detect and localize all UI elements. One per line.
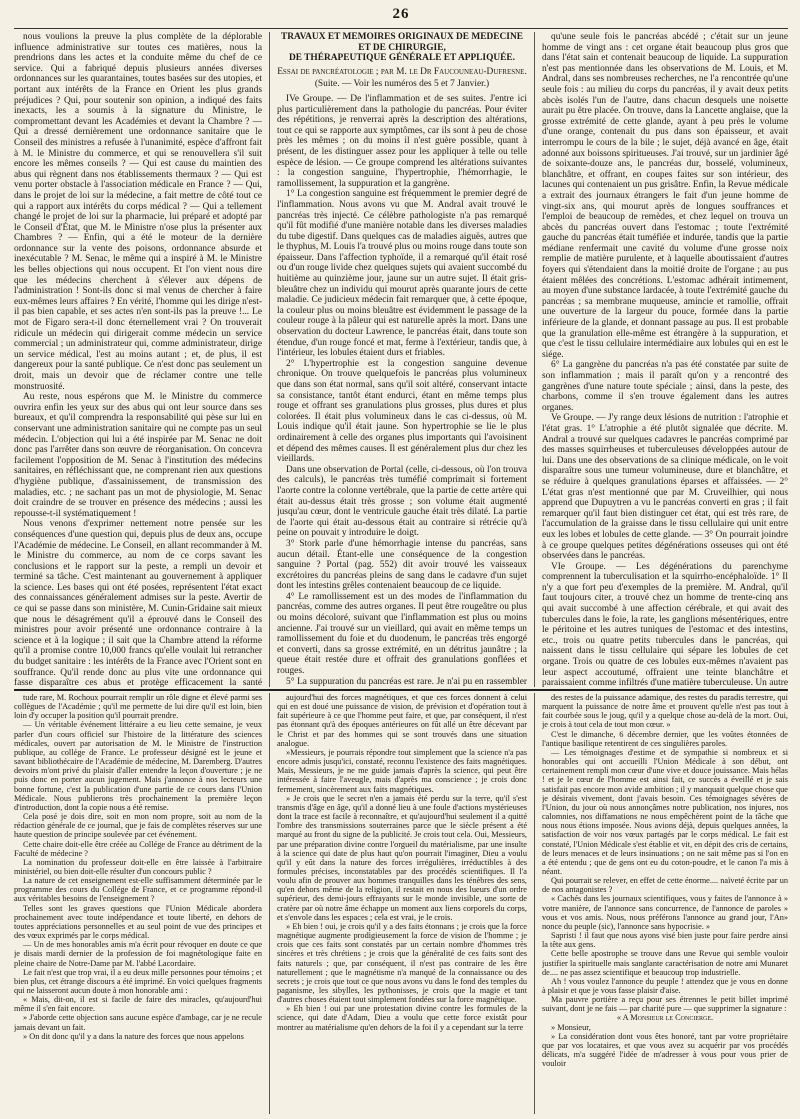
lower-column-3 bbox=[542, 693, 788, 1114]
paragraph: 6° La gangrène du pancréas n'a pas été constatée par suite de son inflammation ; mais il paraît qu'on y a rencontré des gangrènes d'une nature toute spéciale ; ainsi, dans la peste, des charbons, comme il s'en trouve également dans les autres organes. bbox=[542, 360, 788, 413]
paragraph: La nomination du professeur doit-elle en être laissée à l'arbitraire ministériel, ou bien doit-elle résulter d'un concours public ? bbox=[14, 857, 262, 876]
paragraph: » J'aborde cette objection sans aucune espèce d'ambage, car je ne recule jamais devant un fait. bbox=[14, 1013, 262, 1032]
lower-column-1 bbox=[14, 693, 262, 1114]
paragraph: » On dit donc qu'il y a dans la nature des forces que nous appelons bbox=[23, 1031, 244, 1041]
paragraph: — Les témoignages d'estime et de sympathie si nombreux et si honorables qui ont accueilli l'Union Médicale à son début, ont certainement rempli mon cœur d'une vive et douce jouissance. Mais hélas ! et je le cœur de l'homme est ainsi fait, ce succès a éveillé et je sais satisfait pas encore mon avide ambition ; il y manquait quelque chose que je désirais vivement, dont j'avais besoin. Ces témoignages sévères de l'Union, du jour où nous annonçâmes notre publication, nos injures, nos calomnies, nos diffamations ne nous empêchèrent point de la tâche que nous nous étions imposée. Nous avions déjà, depuis quelques années, la satisfaction de voir nos vœux partagés par le corps médical. Le fait est constaté, l'Union Médicale s'est établie et vit, en dépit des cris de certains, de leurs menaces et de leurs insinuations ; on ne sait même pas si l'on en a été entendu ; que de gens ont eu du coton-poudre, et le canon l'a mis à néant. bbox=[542, 747, 788, 876]
paragraph: Sapristi ! il faut que nous ayons visé bien juste pour faire perdre ainsi la tête aux gens. bbox=[542, 931, 788, 950]
paragraph: 5° La suppuration du pancréas est rare. Je n'ai pu en rassembler bbox=[286, 676, 527, 687]
paragraph: Qui pourrait se relever, en effet de cette énorme.... naïveté écrite par un de nos antagonistes ? bbox=[542, 876, 788, 895]
column-divider bbox=[534, 693, 535, 1114]
paragraph: » Eh bien ! oui par une protestation divine contre les formules de la science, qui date d'Adam, Dieu a voulu que cette force existât pour montrer au matérialisme qu'en dehors de la foi il y a cependant sur la terre bbox=[277, 1004, 527, 1032]
lower-column-2 bbox=[277, 693, 527, 1114]
column-divider bbox=[269, 32, 270, 687]
paragraph: 4° Le ramollissement est un des modes de l'inflammation du pancréas, comme des autres organes. Il peut être rougeâtre ou plus ou moins décoloré, suivant que l'inflammation est plus ou moins ancienne. J'ai trouvé sur un vieillard, qui avait en même temps un ramollissement du foie et du duodenum, le pancréas très engorgé et converti, dans sa grosse extrémité, en un détritus jaunâtre ; la queue était restée dure et offrait des granulations gonflées et rouges. bbox=[277, 591, 527, 677]
paragraph: »Messieurs, je pourrais répondre tout simplement que la science n'a pas encore admis jusqu'ici, constaté, reconnu l'existence des faits magnétiques. Mais, Messieurs, je ne me guide jamais d'après la science, qui peut être intéressée à faire l'aveugle, mais d'après ma conscience ; je crois donc fermement, sincèrement aux faits magnétiques. bbox=[277, 747, 527, 794]
paragraph: Cette belle apostrophe se trouve dans une Revue qui semble vouloir justifier la spirituelle mais sanglante caractérisation de notre ami Munaret de.... ne pas assez scientifique et beaucoup trop industrielle. bbox=[542, 949, 788, 977]
paragraph: nous voulions la preuve la plus complète de la déplorable influence administrative sur toutes ces matières, nous la prendrions dans les actes et la conduite même du chef de ce service. Qui a fabriqué depuis plusieurs années diverses ordonnances sur les quarantaines, toutes basées sur des utopies, et portant aux intérêts de la France en Orient les plus grands préjudices ? Qui, pour soutenir son opinion, a indiqué des faits inexacts, les a soumis à la signature du Ministre, le compromettant devant les Académies et devant la Chambre ? — Qui a dressé dernièrement une ordonnance sanitaire que le Conseil des ministres a refusée à l'unanimité, espèce d'affront fait à M. le Ministre du commerce, et qui se renouvellera s'il suit encore les mêmes conseils ? — Qui est cause du maintien des abus qui règnent dans nos établissements thermaux ? — Qui est venu porter obstacle à l'association médicale en France ? — Qui, dans le projet de loi sur la médecine, a fait mettre de côté tout ce qui a rapport aux intérêts du corps médical ? — Qui a tellement changé le projet de loi sur la pharmacie, lui préparé et adopté par le Conseil d'État, que M. le Ministre n'ose plus la présenter aux Chambres ? — Enfin, qui a été le moteur de la dernière ordonnance sur la vente des poisons, ordonnance absurde et inexécutable ? M. Senac, le même qui a inspiré à M. le Ministre les belles objections qui nous occupent. Et l'on vient nous dire que les médecins cherchent à s'élever aux dépens de l'administration ! Sont-ils donc si mal venus de chercher à faire eux-mêmes leurs affaires ? En vérité, l'homme qui les dirige n'est-il pas bien capable, et ses actes n'en sont-ils pas la preuve !... Le mot de Figaro sera-t-il donc éternellement vrai ? On trouverait ridicule un médecin qui dirigerait comme médecin un service commercial ; un administrateur qui, comme administrateur, dirige un service médical, l'est au moins autant ; et, de plus, il est dangereux pour la santé publique. Ce n'est donc pas seulement un droit, mais un devoir que de réclamer contre une telle monstruosité. bbox=[14, 32, 262, 392]
paragraph: Au reste, nous espérons que M. le Ministre du commerce ouvrira enfin les yeux sur des abus qui ont leur source dans ses bureaux, et qu'il comprendra la responsabilité qui pèse sur lui en conservant une administration sanitaire qui ne compte pas un seul médecin. L'objection qui lui a été inspirée par M. Senac ne doit donc pas l'arrêter dans son œuvre de réorganisation. On concevra facilement l'opposition de M. Senac à l'institution des médecins sanitaires, en réfléchissant que, ne comprenant rien aux questions d'hygiène publique, d'assainissement, de transmission des maladies, etc. ; ne sachant pas un mot de physiologie, M. Senac doit craindre de se trouver en présence des médecins ; aussi les repousse-t-il systématiquement ! bbox=[14, 392, 262, 519]
paragraph: La nature de cet enseignement est-elle suffisamment déterminée par le programme des cours du Collége de France, et ce programme répond-il aux véritables besoins de l'enseignement ? bbox=[14, 876, 262, 904]
paragraph: Nous venons d'exprimer nettement notre pensée sur les conséquences d'une question qui, depuis plus de deux ans, occupe l'Académie de médecine. Le Conseil, en allant recommander à M. le Ministre du commerce, au nom de ce corps savant les conclusions et le rapport sur la peste, a rempli un devoir et terminé sa tâche. C'est maintenant au gouvernement à appliquer la science. Les bases qui ont été posées, représentent l'état exact des connaissances généralement admises sur la peste. Avertir de ce qui se passe dans son ministère, M. Cunin-Gridaine sait mieux que nous le désagrément qu'il a éprouvé dans le Conseil des ministres pour avoir présenté une ordonnance contraire à la science et à la logique ; il sait que la Chambre attend la réforme qu'il a promise contre 10,000 francs qu'elle voulait lui retrancher du budget sanitaire : les intérêts de la France avec l'Orient sont en souffrance. Qu'il rende donc au plus vite une ordonnance qui fasse disparaître ces abus et protège efficacement la santé bbox=[14, 519, 262, 687]
paragraph: Cela posé je dois dire, soit en mon nom propre, soit au nom de la rédaction générale de ce journal, que je fais de complètes réserves sur une haute question de principe soulevée par cet événement. bbox=[14, 812, 262, 840]
paragraph: » La considération dont vous êtes honoré, tant par votre propriétaire que par vos locataires, et que vous avez su acquérir par vos procédés délicats, m'a suggéré l'idée de m'adresser à vous pour vous prier de vouloir bbox=[542, 1031, 788, 1069]
paragraph: — Un véritable événement littéraire a eu lieu cette semaine, je veux parler d'un cours officiel sur l'histoire de la littérature des sciences médicales, ouvert par autorisation de M. le Ministre de l'instruction publique, au collége de France. Le professeur désigné est le jeune et savant bibliothécaire de l'Académie de médecine, M. Daremberg. D'autres devoirs m'ont privé du plaisir d'aller entendre la leçon d'ouverture ; je ne puis donc en porter aucun jugement. Mais j'annonce à nos lecteurs une bonne fortune, c'est la publication d'une partie de ce cours dans l'Union Médicale. Nous publierons très prochainement la première leçon d'introduction, dont la copie nous a été remise. bbox=[14, 720, 262, 812]
article-title: Essai de pancréatologie ; par M. le Dr Faucouneau-Dufresne. bbox=[277, 66, 527, 77]
section-heading: TRAVAUX ET MÉMOIRES ORIGINAUX DE MÉDECINE ET DE CHIRURGIE, bbox=[281, 32, 523, 53]
paragraph: VIe Groupe. — Les dégénérations du parenchyme comprennent la tuberculisation et la squirrho-encéphaloïde. 1° Il n'y a que fort peu d'exemples de la première. M. Andral, qu'il faut toujours citer, a trouvé chez un homme de trente-cinq ans qui avait succombé à une affection cérébrale, et qui avait des tubercules dans le foie, la rate, les ganglions mésentériques, entre le péritoine et les autres tuniques de l'estomac et des intestins, etc., trois ou quatre petits tubercules dans le pancréas, qui naissent dans le tissu cellulaire qui sépare les lobules de cet organe. Trois ou quatre de ces lobules eux-mêmes n'avaient pas leur aspect accoutumé, offraient une teinte blanchâtre et paraissaient comme infiltrés d'une matière tuberculeuse. Un autre bbox=[542, 561, 788, 687]
paragraph: Ah ! vous voulez l'annonce du peuple ! attendez que je vous en donne à plaisir et que je vous fasse plaisir d'aise. bbox=[542, 976, 788, 995]
top-rule bbox=[14, 28, 788, 29]
paragraph: Ve Groupe. — J'y range deux lésions de nutrition : l'atrophie et l'état gras. 1° L'atrophie a été plutôt signalée que décrite. M. Andral a trouvé sur quelques cadavres le pancréas comprimé par des masses squirrheuses et tuberculeuses développées autour de lui. Dans une des observations de sa clinique médicale, on le voit disparaître sous une tumeur volumineuse, dure et blanchâtre, et se réduire à quelques granulations éparses et affaissées. — 2° L'état gras n'est mentionné que par M. Cruveilhier, qui nous apprend que Dupuytren a vu le pancréas converti en gras ; il fait remarquer qu'il faut bien distinguer cet état, qui est très rare, de l'accumulation de la graisse dans le tissu cellulaire qui unit entre eux les lobes et lobules de cette glande. — 3° On pourrait joindre à ce groupe quelques petites dégénérations osseuses qui ont été observées dans le pancréas. bbox=[542, 413, 788, 562]
upper-column-2 bbox=[277, 32, 527, 687]
paragraph: » Monsieur, bbox=[551, 1022, 591, 1032]
letter-heading: « A Monsieur le Concierge. bbox=[616, 1013, 714, 1023]
upper-column-3 bbox=[542, 32, 788, 687]
paragraph: » Eh bien ! oui, je crois qu'il y a des faits étonnans ; je crois que la force magnétique augmente prodigieusement la force de vision de l'homme ; je crois que ces faits sont constatés par un certain nombre d'hommes très sincères et très chrétiens ; je crois que la généralité de ces faits sont des faits naturels ; que, par conséquent, il n'est pas contraire de les être naturellement ; que le magnétisme n'a manqué de la connaissance ou des secrets ; je crois que tout ce que nous avons vu dans le fond des temples du paganisme, les sibylles, les pythonisses, je crois que la magie et tant d'autres choses étaient tout simplement fondées sur la force magnétique. bbox=[277, 921, 527, 1005]
column-divider bbox=[534, 32, 535, 687]
paragraph: aujourd'hui des forces magnétiques, et que ces forces donnent à celui qui en est doué une puissance de vision, de prévision et d'opération tout à fait supérieure à ce que l'homme peut faire, et que, par conséquent, il n'est pas étonnant qu'à des époques antérieures on fût allé un être décevant par le Christ et par des hommes qui se sont trouvés dans une situation analogue. bbox=[277, 693, 527, 748]
column-divider bbox=[269, 693, 270, 1114]
paragraph: « Cachés dans les journaux scientifiques, vous y faites de l'annonce à » votre manière, de l'annonce sans concurrence, de l'annonce de paroles » vous et vos amis. Nous, nous préférons l'annonce au grand jour, l'An» nonce du peuple (sic), l'annonce sans hypocrisie. » bbox=[542, 894, 788, 931]
paragraph: des restes de la puissance adamique, des restes du paradis terrestre, qui marquent la puissance de notre âme et prouvent qu'elle n'est pas tout à fait courbée sous le joug, qu'il y a quelque chose au-delà de la mort. Oui, je crois à tout cela de tout mon cœur. » bbox=[542, 693, 788, 730]
paragraph: IVe Groupe. — De l'inflammation et de ses suites. J'entre ici plus particulièrement dans la pathologie du pancréas. Pour éviter des répétitions, je renverrai après la description des altérations, tout ce qui se rapporte aux symptômes, car ils sont à peu de chose près les mêmes ; on du moins il n'est guère possible, quant à présent, de les distinguer assez pour les appliquer à telle ou telle espèce de lésion. — Ce groupe comprend les altérations suivantes : la congestion sanguine, l'hypertrophie, l'hémorrhagie, le ramollissement, la suppuration et la gangrène. bbox=[277, 93, 527, 189]
paragraph: Dans une observation de Portal (celle, ci-dessous, où l'on trouva des calculs), le pancréas très tuméfié comprimait si fortement l'aorte contre la colonne vertébrale, que la partie de cette artère qui était au-dessus était très grosse ; son volume était augmenté jusqu'au cœur, dont le ventricule gauche était très dilaté. La partie de l'aorte qui était au-dessous était au contraire si rétrécie qu'à peine on pouvait y introduire le doigt. bbox=[277, 464, 527, 539]
paragraph: 3° Stork parle d'une hémorrhagie intense du pancréas, sans aucun détail. Étant-elle une conséquence de la congestion sanguine ? Portal (pag. 552) dit avoir trouvé les vaisseaux excrétoires du pancréas pleins de sang dans le cadavre d'un sujet dont les intestins grêles contenaient beaucoup de ce liquide. bbox=[277, 538, 527, 592]
continuation-note: (Suite. — Voir les numéros des 5 et 7 Janvier.) bbox=[314, 79, 490, 90]
paragraph: 2° L'hypertrophie est la congestion sanguine devenue chronique. On trouve quelquefois le pancréas plus volumineux que dans son état normal, sans qu'il soit altéré, conservant intacte sa consistance, tantôt étant endurci, étant en même temps plus rouge et offrant ses granulations plus grosses, plus dures et plus colorées. Il était plus volumineux dans le cas ci-dessus, où M. Louis indique qu'il était jaune. Son hypertrophie se lie le plus ordinairement à celle des organes plus importants qui l'avoisinent et dépend des mêmes causes. Il est généralement plus dur chez les vieillards. bbox=[277, 358, 527, 465]
paragraph: — Un de mes honorables amis m'a écrit pour révoquer en doute ce que je disais mardi dernier de la profession de foi magnétologique faite en pleine chaire de Notre-Dame par M. l'abbé Lacordaire. bbox=[14, 940, 262, 968]
section-rule bbox=[14, 689, 788, 691]
paragraph: tude rare, M. Rochoux pourrait remplir un rôle digne et élevé parmi ses collègues de l'Académie ; qu'il me permette de lui dire qu'il est loin, bien loin d'y occuper la position qu'il pourrait prendre. bbox=[14, 693, 262, 721]
page-number: 26 bbox=[392, 6, 410, 22]
paragraph: C'est le dimanche, 6 décembre dernier, que les voûtes étonnées de l'antique basilique retentirent de ces singulières paroles. bbox=[542, 729, 788, 748]
paragraph: Ma pauvre portière a reçu pour ses étrennes le petit billet imprimé suivant, dont je ne fais — par charité pure — que supprimer la signature : bbox=[542, 995, 788, 1014]
paragraph: 1° La congestion sanguine est fréquemment le premier degré de l'inflammation. Nous avons vu que M. Andral avait trouvé le pancréas très injecté. Ce célèbre pathologiste n'a pas remarqué qu'il fût modifié d'une manière notable dans les diverses maladies du tube digestif. Dans quelques cas de maladies aiguës, autres que le thyphus, M. Louis l'a trouvé plus ou moins rouge dans toute son épaisseur. Dans l'affection typhoïde, il a remarqué qu'il était rosé ou d'un rouge livide chez quelques sujets qui avaient succombé du huitième au quinzième jour, jaune sur un autre sujet. Il était gris-bleuâtre chez un individu qui mourut après quarante jours de cette maladie. Ce judicieux médecin fait remarquer que, à cette époque, la couleur plus ou moins bleuâtre est évidemment le passage de la couleur rouge à la pâleur qui est naturelle après la mort. Dans une observation du docteur Lawrence, le pancréas était, dans toute son étendue, d'un rouge foncé et mat, ferme à l'extérieur, tandis que, à l'intérieur, les lobules étaient durs et friables. bbox=[277, 189, 527, 359]
paragraph: qu'une seule fois le pancréas abcédé ; c'était sur un jeune homme de vingt ans : cet organe était beaucoup plus gros que dans l'état sain et contenait beaucoup de liquide. La suppuration n'est pas mentionnée dans les observations de M. Louis, et M. Andral, dans ses nombreuses recherches, ne l'a rencontrée qu'une seule fois : au milieu du corps du pancréas, il y avait deux petits abcès isolés l'un de l'autre, dans chacun desquels une noisette aurait pu être placée. On trouve, dans la Lancette anglaise, que la grosse extrémité de cette glande, ayant à peu près le volume d'une orange, contenait du pus dans son épaisseur, et avait interrompu le cours de la bile ; le sujet, déjà avancé en âge, était adonné aux boissons spiritueuses. J'ai trouvé, sur un jardinier âgé de soixante-douze ans, le pancréas dur, bosselé, volumineux, blanchâtre, et offrant, en coupes faites sur son intérieur, des lacunes qui contenaient un pus grisâtre. Enfin, la Revue médicale a extrait des journaux étrangers le fait d'un jeune homme de vingt-six ans, qui mourut après de longues souffrances et l'emploi de beaucoup de remèdes, et chez lequel on trouva un abcès du pancréas ouvert dans l'estomac ; toute l'extrémité gauche du pancréas était tuméfiée et indurée, tandis que la partie médiane renfermait une cavité du volume d'une grosse noix remplie de matière purulente, et à laquelle aboutissaient d'autres foyers qui s'étendaient dans la moitié droite de l'organe ; au pus étaient mêlées des concrétions. L'estomac adhérait intimement, au moyen d'une substance lardacée, à toute l'extrémité gauche du pancréas ; sa membrane muqueuse, amincie et ramollie, offrait une ouverture de la largeur du pouce, formée dans la partie inférieure de la glande, et donnant passage au pus. Il est probable que la granulation elle-même est étrangère à la suppuration, et que c'est le tissu cellulaire intermédiaire aux lobules qui en est le siége. bbox=[542, 32, 788, 360]
upper-column-1 bbox=[14, 32, 262, 687]
upper-section bbox=[14, 32, 788, 687]
section-heading-line-2: DE THÉRAPEUTIQUE GÉNÉRALE ET APPLIQUÉE. bbox=[288, 53, 515, 64]
paragraph: Le fait n'est que trop vrai, il a eu deux mille personnes pour témoins ; et bien plus, cet étrange discours a été imprimé. En voici quelques fragments qui ne laisseront aucun doute à mon honorable ami : bbox=[14, 967, 262, 995]
newspaper-page bbox=[14, 6, 788, 1114]
lower-section bbox=[14, 693, 788, 1114]
paragraph: Cette chaire doit-elle être créée au Collége de France au détriment de la Faculté de médecine ? bbox=[14, 839, 262, 858]
paragraph: « Mais, dit-on, il est si facile de faire des miracles, qu'aujourd'hui même il s'en fait encore. bbox=[14, 995, 262, 1014]
paragraph: » Je crois que le secret n'en a jamais été perdu sur la terre, qu'il s'est transmis d'âge en âge, qu'il a donné lieu à une foule d'actions mystérieuses dont la trace est facile à reconnaître, et qu'aujourd'hui seulement il a quitté l'ombre des transmissions souterraines parce que le siècle présent a été marqué au front du signe de la publicité. Je crois tout cela. Oui, Messieurs, par une préparation divine contre l'orgueil du matérialisme, par une insulte à la science qui date de plus haut qu'on pourrait l'imaginer, Dieu a voulu qu'il y eût dans la nature des forces irrégulières, irréductibles à des formules précises, inconstatables par des procédés scientifiques. Il l'a voulu afin de prouver aux hommes tranquilles dans les ténèbres des sens, qu'en dehors même de la religion, il restait en nous des lueurs d'un ordre supérieur, des demi-jours effrayants sur le monde invisible, une sorte de cratère par où notre âme échappe un moment aux liens corporels du corps, et s'envole dans les espaces ; cela est vrai, je le crois. bbox=[277, 793, 527, 922]
paragraph: Telles sont les graves questions que l'Union Médicale abordera prochainement avec toute indépendance et toute liberté, en dehors de toutes appréciations personnelles et au seul point de vue des principes et des vœux exprimés par le corps médical. bbox=[14, 903, 262, 941]
